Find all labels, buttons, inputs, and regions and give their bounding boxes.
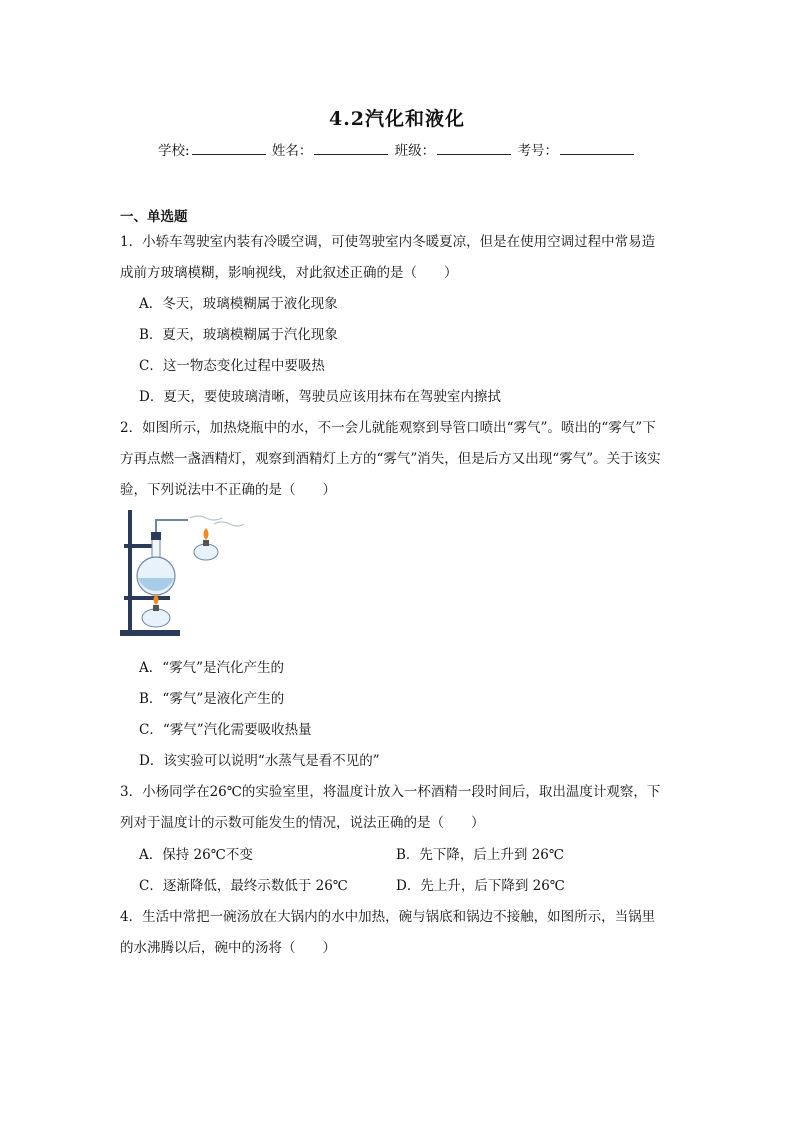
class-blank[interactable]: [437, 142, 511, 155]
ring-support: [124, 596, 170, 600]
flask-stopper: [151, 532, 161, 540]
student-info-line: [0, 139, 794, 159]
page-title: 4.2汽化和液化: [328, 108, 466, 130]
info-label-school: 学校:: [158, 143, 190, 159]
question-2-line-1: 2．如图所示，加热烧瓶中的水，不一会儿就能观察到导管口喷出“雾气”。喷出的“雾气”下: [120, 420, 656, 436]
flask-heating-diagram: [118, 506, 248, 638]
lower-lamp-wick: [153, 605, 159, 611]
question-2-line-3: 验，下列说法中不正确的是（ ）: [120, 482, 336, 498]
stand-rod: [128, 510, 132, 632]
question-2-line-2: 方再点燃一盏酒精灯，观察到酒精灯上方的“雾气”消失，但是后方又出现“雾气”。关于该实: [120, 451, 661, 467]
mist-right: [214, 522, 244, 526]
name-blank[interactable]: [314, 142, 388, 155]
exam-number-blank[interactable]: [560, 142, 634, 155]
lower-lamp-body: [142, 609, 170, 627]
upper-lamp-wick: [203, 540, 209, 546]
question-1-option-d: D．夏天，要使玻璃清晰，驾驶员应该用抹布在驾驶室内擦拭: [139, 389, 501, 405]
question-2-option-a: A．“雾气”是汽化产生的: [139, 660, 285, 676]
info-label-exam-number: 考号：: [517, 143, 558, 159]
info-label-name: 姓名：: [271, 143, 313, 159]
question-3-line-1: 3．小杨同学在26℃的实验室里，将温度计放入一杯酒精一段时间后，取出温度计观察，下: [120, 784, 661, 800]
question-4-line-1: 4．生活中常把一碗汤放在大锅内的水中加热，碗与锅底和锅边不接触，如图所示，当锅里: [120, 909, 656, 925]
question-3-line-2: 列对于温度计的示数可能发生的情况，说法正确的是（ ）: [120, 815, 485, 831]
question-3-option-a: A．保持 26℃不变: [139, 847, 253, 863]
info-label-class: 班级：: [394, 143, 436, 159]
question-3-option-c: C．逐渐降低，最终示数低于 26℃: [139, 878, 348, 894]
question-3-option-b: B．先下降，后上升到 26℃: [396, 847, 564, 863]
question-3-option-d: D．先上升，后下降到 26℃: [396, 878, 565, 894]
question-2-option-d: D．该实验可以说明“水蒸气是看不见的”: [139, 753, 380, 769]
question-1-line-1: 1．小轿车驾驶室内装有冷暖空调，可使驾驶室内冬暖夏凉，但是在使用空调过程中常易造: [120, 234, 656, 250]
question-2-option-c: C．“雾气”汽化需要吸收热量: [139, 722, 312, 738]
question-4-line-2: 的水沸腾以后，碗中的汤将（ ）: [120, 940, 336, 956]
school-blank[interactable]: [192, 142, 266, 155]
upper-lamp-flame: [204, 528, 209, 540]
question-1-option-a: A．冬天，玻璃模糊属于液化现象: [139, 296, 338, 312]
question-1-option-b: B．夏天，玻璃模糊属于汽化现象: [139, 327, 338, 343]
mist-left: [190, 516, 222, 520]
experiment-apparatus-figure: [118, 506, 248, 642]
question-2-option-b: B．“雾气”是液化产生的: [139, 691, 285, 707]
question-1-line-2: 成前方玻璃模糊，影响视线，对此叙述正确的是（ ）: [120, 265, 458, 281]
lower-lamp-flame: [154, 594, 159, 605]
upper-lamp-body: [194, 544, 218, 560]
section-heading: 一、单选题: [120, 209, 188, 225]
delivery-tube: [156, 520, 188, 532]
question-1-option-c: C．这一物态变化过程中要吸热: [139, 358, 325, 374]
